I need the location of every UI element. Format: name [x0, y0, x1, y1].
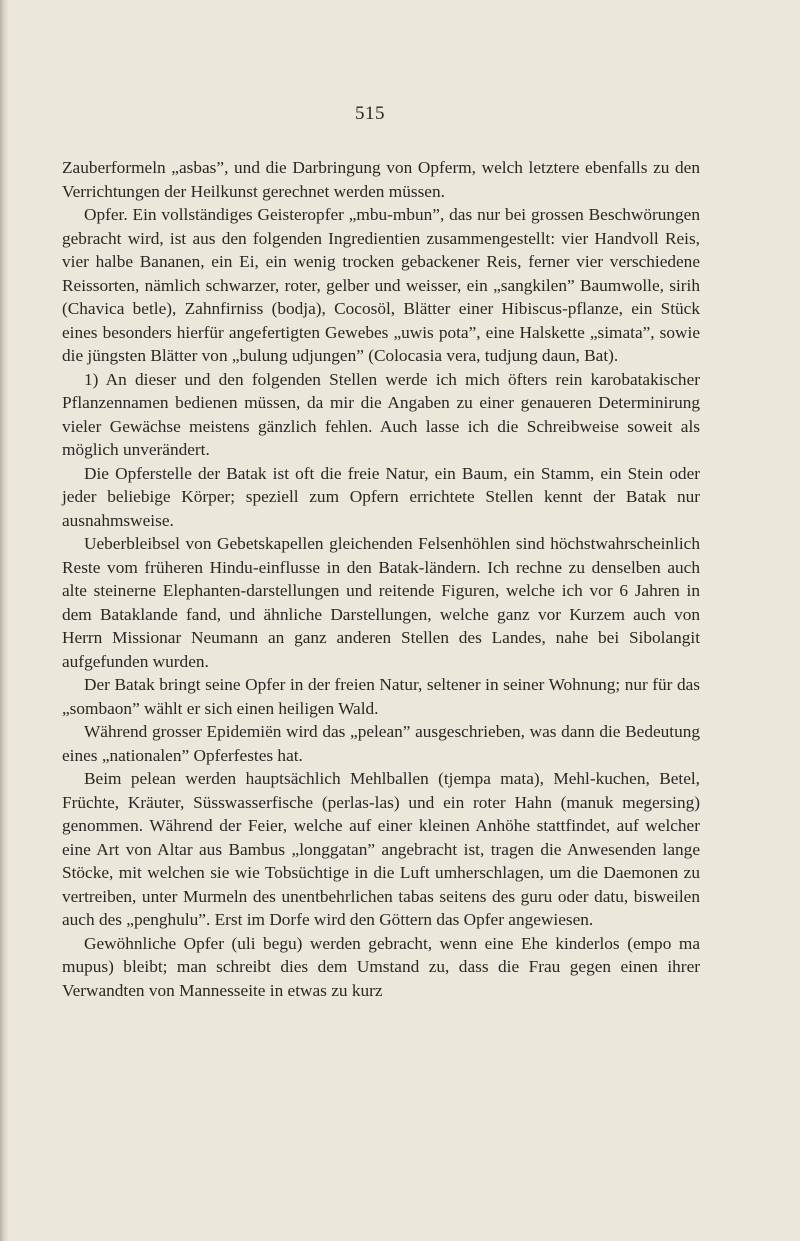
paragraph-3: Die Opferstelle der Batak ist oft die freie Natur, ein Baum, ein Stamm, ein Stein oder jeder beliebige Körper; speziell zum Opfern errichtete Stellen kennt der Batak nur ausnahmsweise. — [62, 463, 700, 530]
page-number: 515 — [355, 103, 385, 124]
paragraph-8: Gewöhnliche Opfer (uli begu) werden gebracht, wenn eine Ehe kinderlos (empo ma mupus) bleibt; man schreibt dies dem Umstand zu, dass die Frau gegen einen ihrer Verwandten von Mannesseite in etwas zu kurz — [62, 933, 700, 1000]
body-text — [62, 156, 700, 1002]
footnote-paragraph: 1) An dieser und den folgenden Stellen werde ich mich öfters rein karobatakischer Pflanzennamen bedienen müssen, da mir die Angaben zu einer genaueren Determinirung vieler Gewächse meistens gänzlich fehlen. Auch lasse ich die Schreibweise soweit als möglich unverändert. — [62, 369, 700, 459]
paragraph-4: Ueberbleibsel von Gebetskapellen gleichenden Felsenhöhlen sind höchstwahrscheinlich Reste vom früheren Hindu-einflusse in den Batak-ländern. Ich rechne zu denselben auch alte steinerne Elephanten-darstellungen und reitende Figuren, welche ich vor 6 Jahren in dem Bataklande fand, und ähnliche Darstellungen, welche ganz vor Kurzem auch von Herrn Missionar Neumann an ganz anderen Stellen des Landes, nahe bei Sibolangit aufgefunden wurden. — [62, 534, 700, 671]
paragraph-7: Beim pelean werden hauptsächlich Mehlballen (tjempa mata), Mehl-kuchen, Betel, Früchte, Kräuter, Süsswasserfische (perlas-las) und ein roter Hahn (manuk megersing) genommen. Während der Feier, welche auf einer kleinen Anhöhe stattfindet, auf welcher eine Art von Altar aus Bambus „longgatan” angebracht ist, tragen die Anwesenden lange Stöcke, mit welchen sie wie Tobsüchtige in die Luft umherschlagen, um die Daemonen zu vertreiben, unter Murmeln des unentbehrlichen tabas seitens des guru oder datu, bisweilen auch des „penghulu”. Erst im Dorfe wird den Göttern das Opfer angewiesen. — [62, 769, 700, 929]
paragraph-6: Während grosser Epidemiën wird das „pelean” ausgeschrieben, was dann die Bedeutung eines „nationalen” Opferfestes hat. — [62, 722, 700, 765]
paragraph-1: Zauberformeln „asbas”, und die Darbringung von Opferm, welch letztere ebenfalls zu den Verrichtungen der Heilkunst gerechnet werden müssen. — [62, 158, 700, 201]
paragraph-2: Opfer. Ein vollständiges Geisteropfer „mbu-mbun”, das nur bei grossen Beschwörungen gebracht wird, ist aus den folgenden Ingredientien zusammengestellt: vier Handvoll Reis, vier halbe Bananen, ein Ei, ein wenig trocken gebackener Reis, ferner vier verschiedene Reissorten, nämlich schwarzer, roter, gelber und weisser, ein „sangkilen” Baumwolle, sirih (Chavica betle), Zahnfirniss (bodja), Cocosöl, Blätter einer Hibiscus-pflanze, ein Stück eines besonders hierfür angefertigten Gewebes „uwis pota”, eine Halskette „simata”, sowie die jüngsten Blätter von „bulung udjungen” (Colocasia vera, tudjung daun, Bat). — [62, 205, 700, 365]
paragraph-5: Der Batak bringt seine Opfer in der freien Natur, seltener in seiner Wohnung; nur für das „sombaon” wählt er sich einen heiligen Wald. — [62, 675, 700, 718]
page-binding-edge — [0, 0, 9, 1241]
